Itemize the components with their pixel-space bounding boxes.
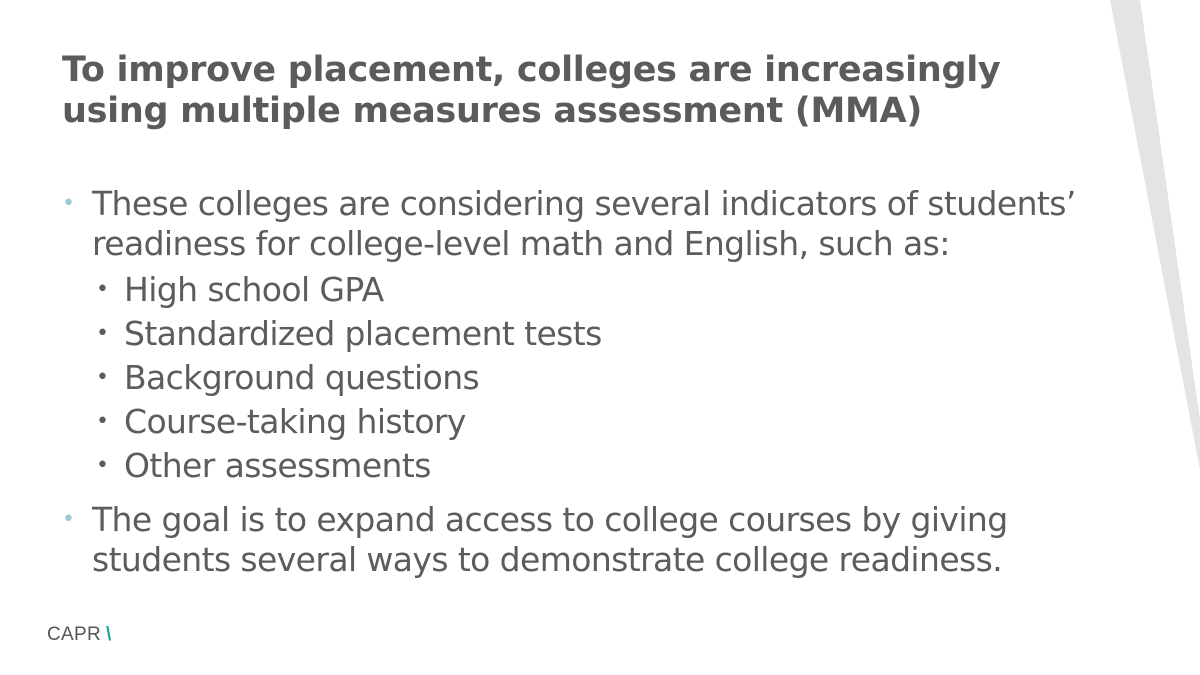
indicator-sub-list: [92, 268, 1102, 488]
slide-title: [62, 50, 1062, 132]
sub-bullet-dot-icon: •: [96, 453, 109, 478]
logo-slash-icon: \: [106, 624, 112, 645]
bullet-indicators: [62, 184, 1102, 488]
bullet-goal: [62, 500, 1102, 580]
sub-bullet-dot-icon: •: [96, 277, 109, 302]
slide-title-line-2: using multiple measures assessment (MMA): [62, 91, 923, 131]
sub-bullet-dot-icon: •: [96, 365, 109, 390]
sub-item-course-history: [92, 400, 1102, 444]
sub-bullet-dot-icon: •: [96, 321, 109, 346]
sub-item-label: Other assessments: [124, 446, 431, 485]
sub-bullet-dot-icon: •: [96, 409, 109, 434]
sub-item-background-questions: [92, 356, 1102, 400]
sub-item-label: Background questions: [124, 358, 480, 397]
logo-text: CAPR: [47, 624, 101, 645]
sub-item-label: Course-taking history: [124, 402, 466, 441]
bullet-text-line: readiness for college-level math and English, such as:: [92, 224, 950, 263]
slide-title-line-1: To improve placement, colleges are increasingly: [62, 50, 1001, 90]
sub-item-placement-tests: [92, 312, 1102, 356]
bullet-dot-icon: •: [62, 191, 75, 216]
sub-item-label: High school GPA: [124, 270, 384, 309]
capr-logo: [47, 624, 112, 646]
sub-item-gpa: [92, 268, 1102, 312]
bullet-dot-icon: •: [62, 507, 75, 532]
slide-content: [62, 184, 1102, 580]
bullet-text-line: These colleges are considering several indicators of students’: [92, 184, 1076, 223]
bullet-text-line: The goal is to expand access to college courses by giving: [92, 500, 1008, 539]
diagonal-stripe-shape: [1110, 0, 1200, 470]
sub-item-other-assessments: [92, 444, 1102, 488]
sub-item-label: Standardized placement tests: [124, 314, 602, 353]
bullet-text-line: students several ways to demonstrate college readiness.: [92, 540, 1003, 579]
